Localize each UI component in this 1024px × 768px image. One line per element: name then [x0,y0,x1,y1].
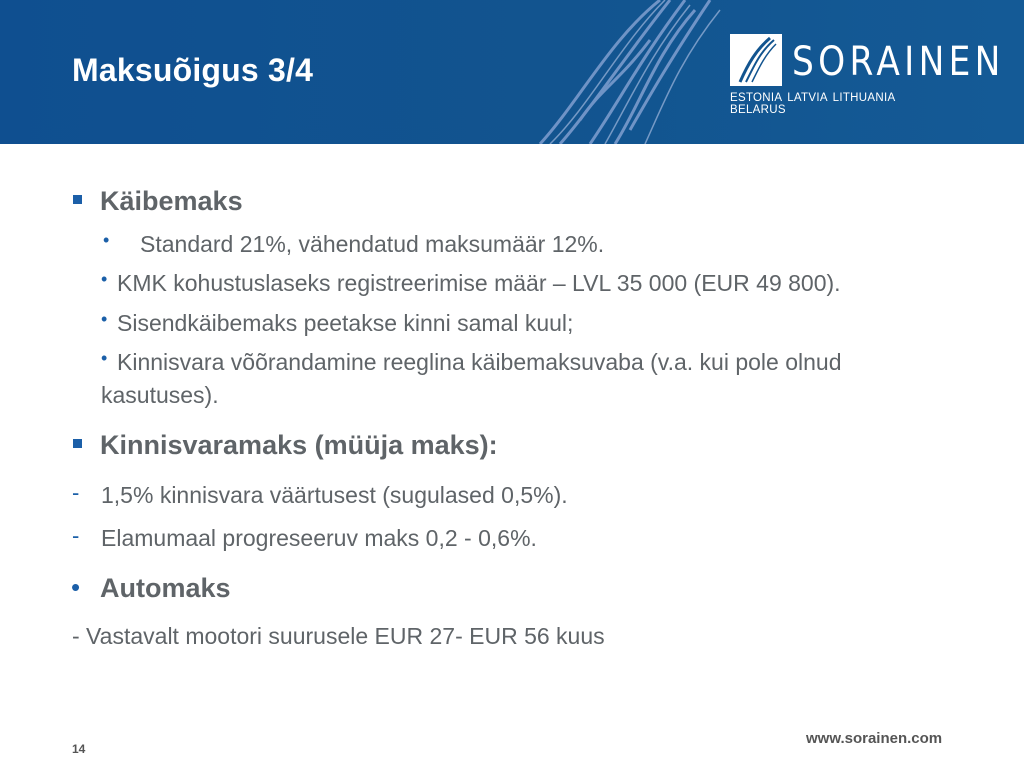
list-item: Elamumaal progreseeruv maks 0,2 - 0,6%. [101,525,537,551]
list-item: - Vastavalt mootori suurusele EUR 27- EUR 56 kuus [72,623,605,649]
dash-bullet-icon: - [72,480,80,505]
section-heading-kaibemaks: Käibemaks [100,186,243,216]
section-heading-kinnisvaramaks: Kinnisvaramaks (müüja maks): [100,430,498,460]
dot-bullet-icon: • [103,230,110,250]
list-item: Kinnisvara võõrandamine reeglina käibemaksuvaba (v.a. kui pole olnud [117,349,842,375]
page-number: 14 [72,742,86,756]
dash-bullet-icon: - [72,523,80,548]
list-item: 1,5% kinnisvara väärtusest (sugulased 0,5%). [101,482,568,508]
list-item-continuation: kasutuses). [101,382,219,408]
website-link[interactable]: www.sorainen.com [806,730,943,747]
list-item: KMK kohustuslaseks registreerimise määr – LVL 35 000 (EUR 49 800). [117,270,841,296]
square-bullet-icon [73,195,82,204]
section-heading-automaks: Automaks [100,573,231,603]
logo-countries: ESTONIA LATVIA LITHUANIA BELARUS [730,92,895,116]
list-item: Standard 21%, vähendatud maksumäär 12%. [140,231,605,257]
dot-bullet-icon: • [101,348,108,368]
dot-bullet-icon: • [101,309,108,329]
dot-bullet-icon: • [101,269,108,289]
sorainen-logo-text: SORAINEN [792,39,1005,85]
list-item: Sisendkäibemaks peetakse kinni samal kuul; [117,310,574,336]
dot-bullet-icon: • [71,572,81,602]
square-bullet-icon [73,439,82,448]
slide-title: Maksuõigus 3/4 [72,52,314,88]
